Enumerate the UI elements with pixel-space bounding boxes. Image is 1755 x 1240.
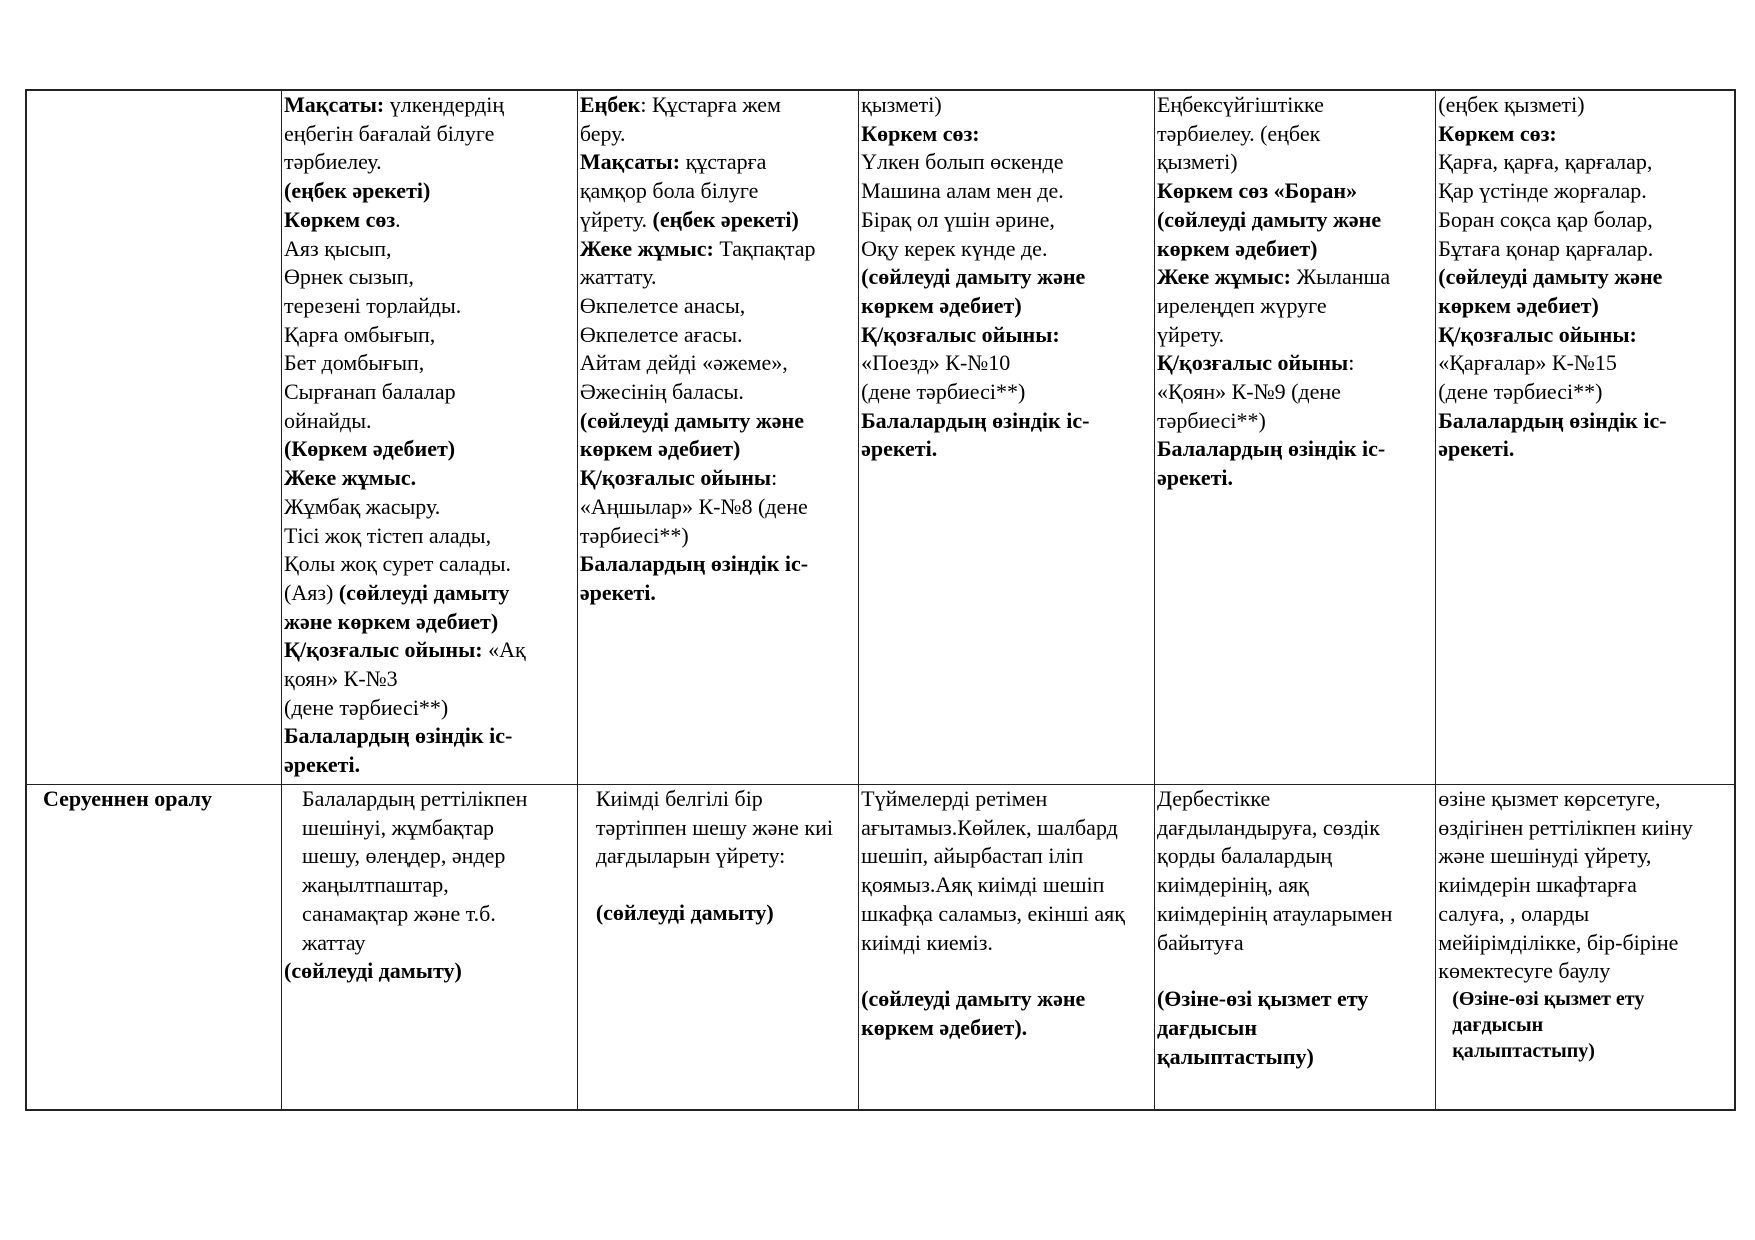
text-line xyxy=(1438,407,1732,436)
plain-text: Бет домбығып, xyxy=(284,350,425,376)
plain-text: : Құстарға жем xyxy=(640,92,781,117)
bold-text: Қ/қозғалыс ойыны: xyxy=(861,321,1060,347)
text-line xyxy=(1157,464,1433,493)
text-line xyxy=(1157,91,1433,120)
text-line xyxy=(580,120,856,149)
plain-text: көмектесуге баулу xyxy=(1438,958,1611,984)
plain-text: үйрету. xyxy=(1156,321,1225,347)
text-line xyxy=(1438,235,1732,264)
text-line xyxy=(580,435,856,464)
plain-text: Киімді белгілі бір xyxy=(595,786,763,811)
text-line xyxy=(284,263,575,292)
plain-text: Өкпелетсе анасы, xyxy=(579,292,746,318)
plain-text: тәрбиесі**) xyxy=(1156,407,1266,433)
plain-text: қызметі) xyxy=(861,92,942,117)
plain-text: Оқу керек күнде де. xyxy=(861,235,1048,261)
plain-text: үйрету. xyxy=(579,206,653,232)
text-line xyxy=(861,435,1152,464)
plain-text: Боран соқса қар болар, xyxy=(1438,206,1653,232)
plain-text: Өкпелетсе ағасы. xyxy=(579,321,743,347)
plain-text: қызметі) xyxy=(1156,149,1238,175)
text-line xyxy=(284,235,575,264)
plain-text: (дене тәрбиесі**) xyxy=(1438,379,1603,405)
text-line xyxy=(284,91,575,120)
plain-text: Қар үстінде жорғалар. xyxy=(1438,178,1647,204)
text-line xyxy=(284,665,575,694)
plain-text: ағытамыз.Көйлек, шалбард xyxy=(861,814,1118,840)
plain-text: Қолы жоқ сурет салады. xyxy=(284,551,512,577)
plain-text: Дербестікке xyxy=(1156,786,1271,811)
bold-text: дағдысын xyxy=(1156,1014,1258,1040)
text-line xyxy=(1438,435,1732,464)
plain-text: киімдерін шкафтарға xyxy=(1438,872,1637,898)
bold-text: әрекеті. xyxy=(579,579,656,605)
bold-text: Балалардың өзіндік іс- xyxy=(861,407,1090,433)
plain-text: қоямыз.Аяқ киімді шешіп xyxy=(861,872,1105,898)
plain-text: Сырғанап балалар xyxy=(284,379,456,405)
text-line xyxy=(1438,91,1732,120)
plain-text: дағдыландыруға, сөздік xyxy=(1156,814,1380,840)
text-line xyxy=(1157,378,1433,407)
text-line xyxy=(1157,263,1433,292)
plain-text: : xyxy=(771,465,778,491)
bold-text: әрекеті. xyxy=(861,436,938,462)
bold-text: Қ/қозғалыс ойыны xyxy=(1156,350,1349,376)
text-line xyxy=(580,842,856,871)
text-line xyxy=(861,206,1152,235)
text-line xyxy=(1157,985,1433,1014)
plain-text: қамқор бола білуге xyxy=(579,178,759,204)
text-line xyxy=(861,957,1152,985)
bold-text: Мақсаты: xyxy=(579,149,681,175)
text-line xyxy=(1157,842,1433,871)
text-line xyxy=(861,235,1152,264)
text-line xyxy=(1157,120,1433,149)
text-line xyxy=(1438,263,1732,292)
plain-text: Үлкен болып өскенде xyxy=(861,149,1064,175)
plain-text: Машина алам мен де. xyxy=(861,178,1064,204)
day-cell-friday xyxy=(1436,90,1735,785)
text-line xyxy=(580,814,856,843)
text-line xyxy=(284,464,575,493)
bold-text: Көркем сөз: xyxy=(1438,120,1557,146)
day-cell-wednesday xyxy=(859,785,1155,1111)
plain-text: «Қарғалар» К-№15 xyxy=(1438,350,1617,376)
plain-text: Тісі жоқ тістеп алады, xyxy=(284,522,492,548)
text-line xyxy=(284,785,575,814)
text-line xyxy=(284,608,575,637)
bold-text: Көркем сөз «Боран» xyxy=(1156,178,1358,204)
plain-text: Түймелерді ретімен xyxy=(861,786,1048,811)
text-line xyxy=(1157,349,1433,378)
bold-text: (Өзіне-өзі қызмет ету xyxy=(1156,986,1369,1012)
bold-text: көркем әдебиет) xyxy=(861,292,1022,318)
text-line xyxy=(1157,292,1433,321)
text-line xyxy=(284,550,575,579)
text-line xyxy=(1438,1038,1732,1064)
text-line xyxy=(861,263,1152,292)
text-line xyxy=(284,321,575,350)
bold-text: (еңбек әрекеті) xyxy=(284,178,431,204)
text-line xyxy=(284,929,575,958)
bold-text: Жеке жұмыс: xyxy=(1156,264,1291,290)
text-line xyxy=(1157,321,1433,350)
text-line xyxy=(861,292,1152,321)
text-line xyxy=(861,785,1152,814)
plain-text: өзіне қызмет көрсетуге, xyxy=(1438,786,1661,811)
plain-text: Қарға омбығып, xyxy=(284,321,436,347)
bold-text: Көркем сөз: xyxy=(861,120,980,146)
plain-text: салуға, , оларды xyxy=(1438,900,1590,926)
row-label: Серуеннен оралу xyxy=(43,786,213,811)
text-line xyxy=(1438,814,1732,843)
text-line xyxy=(284,900,575,929)
text-line xyxy=(861,321,1152,350)
plain-text: киімді киеміз. xyxy=(861,929,993,955)
bold-text: Қ/қозғалыс ойыны: xyxy=(1438,321,1637,347)
plain-text: шешу, өлеңдер, әндер xyxy=(302,843,506,869)
day-cell-wednesday xyxy=(859,90,1155,785)
text-line xyxy=(284,522,575,551)
text-line xyxy=(861,378,1152,407)
plain-text: құстарға xyxy=(680,149,767,175)
plain-text: (дене тәрбиесі**) xyxy=(284,694,449,720)
bold-text: (сөйлеуді дамыту xyxy=(338,579,510,605)
bold-text: Мақсаты: xyxy=(284,92,385,117)
plain-text: Жұмбақ жасыру. xyxy=(284,493,441,519)
text-line xyxy=(1157,407,1433,436)
text-line xyxy=(1438,321,1732,350)
plain-text: жаттату. xyxy=(579,264,657,290)
text-line xyxy=(284,722,575,751)
text-line xyxy=(580,235,856,264)
text-line xyxy=(284,349,575,378)
plain-text: дағдыларын үйрету: xyxy=(595,843,786,869)
plain-text: және шешінуді үйрету, xyxy=(1438,843,1652,869)
plain-text: санамақтар және т.б. xyxy=(302,900,496,926)
schedule-table xyxy=(25,89,1736,1111)
day-cell-thursday xyxy=(1154,785,1435,1111)
plain-text: ирелеңдеп жүруге xyxy=(1156,292,1327,318)
plain-text: беру. xyxy=(579,120,626,146)
text-line xyxy=(284,407,575,436)
day-cell-tuesday xyxy=(577,90,858,785)
text-line xyxy=(861,929,1152,958)
plain-text: қоян» К-№3 xyxy=(284,666,398,692)
plain-text: шкафқа саламыз, екінші аяқ xyxy=(861,900,1125,926)
plain-text: «Қоян» К-№9 (дене xyxy=(1156,379,1341,405)
text-line xyxy=(580,321,856,350)
text-line xyxy=(1157,957,1433,985)
text-line xyxy=(580,785,856,814)
plain-text: тәртіппен шешу және киі xyxy=(595,814,833,840)
plain-text: тәрбиесі**) xyxy=(579,522,689,548)
day-cell-friday xyxy=(1436,785,1735,1111)
text-line xyxy=(580,871,856,899)
row-label-cell xyxy=(26,90,282,785)
bold-text: Көркем сөз xyxy=(284,206,396,232)
text-line xyxy=(284,751,575,780)
bold-text: қалыптастыпу) xyxy=(1156,1043,1314,1069)
text-line xyxy=(861,871,1152,900)
day-cell-thursday xyxy=(1154,90,1435,785)
plain-text: киімдерінің атауларымен xyxy=(1156,900,1393,926)
text-line xyxy=(1157,929,1433,958)
bold-text: Балалардың өзіндік іс- xyxy=(284,723,513,749)
plain-text: Тақпақтар xyxy=(713,235,816,261)
text-line xyxy=(284,292,575,321)
bold-text: көркем әдебиет) xyxy=(1438,292,1599,318)
text-line xyxy=(1157,148,1433,177)
bold-text: (сөйлеуді дамыту және xyxy=(579,407,804,433)
text-line xyxy=(284,206,575,235)
bold-text: әрекеті. xyxy=(1438,436,1515,462)
text-line xyxy=(580,177,856,206)
text-line xyxy=(580,378,856,407)
bold-text: (сөйлеуді дамыту және xyxy=(861,986,1086,1012)
text-line xyxy=(1438,378,1732,407)
text-line xyxy=(1438,292,1732,321)
bold-text: Жеке жұмыс. xyxy=(284,465,417,491)
plain-text: киімдерінің, аяқ xyxy=(1156,872,1309,898)
bold-text: (сөйлеуді дамыту және xyxy=(1156,206,1382,232)
text-line xyxy=(1157,900,1433,929)
row-label-cell xyxy=(26,785,282,1111)
text-line xyxy=(861,407,1152,436)
plain-text: шешіп, айырбастап іліп xyxy=(861,843,1084,869)
text-line xyxy=(580,206,856,235)
plain-text: Әжесінің баласы. xyxy=(579,379,744,405)
text-line xyxy=(1157,177,1433,206)
plain-text: «Поезд» К-№10 xyxy=(861,350,1011,376)
plain-text: Аяз қысып, xyxy=(284,235,392,261)
plain-text: Бұтаға қонар қарғалар. xyxy=(1438,235,1654,261)
text-line xyxy=(580,292,856,321)
text-line xyxy=(284,957,575,986)
plain-text: . xyxy=(395,206,401,232)
bold-text: (сөйлеуді дамыту және xyxy=(861,264,1086,290)
text-line xyxy=(1157,871,1433,900)
bold-text: (сөйлеуді дамыту) xyxy=(595,900,774,926)
bold-text: Балалардың өзіндік іс- xyxy=(1438,407,1667,433)
plain-text: Еңбексүйгіштікке xyxy=(1156,92,1324,117)
plain-text: жаттау xyxy=(302,929,366,955)
day-cell-monday xyxy=(282,785,578,1111)
text-line xyxy=(861,177,1152,206)
text-line xyxy=(1438,148,1732,177)
text-line xyxy=(284,871,575,900)
text-line xyxy=(580,550,856,579)
plain-text: тәрбиелеу. (еңбек xyxy=(1156,120,1321,146)
text-line xyxy=(1157,235,1433,264)
bold-text: Балалардың өзіндік іс- xyxy=(1156,436,1386,462)
bold-text: көркем әдебиет). xyxy=(861,1014,1028,1040)
text-line xyxy=(1157,435,1433,464)
text-line xyxy=(861,148,1152,177)
text-line xyxy=(1438,900,1732,929)
plain-text: «Аңшылар» К-№8 (дене xyxy=(579,493,808,519)
bold-text: (еңбек әрекеті) xyxy=(652,206,799,232)
text-line xyxy=(580,349,856,378)
plain-text: (Аяз) xyxy=(284,579,339,605)
text-line xyxy=(580,899,856,928)
text-line xyxy=(861,349,1152,378)
plain-text: (дене тәрбиесі**) xyxy=(861,379,1026,405)
bold-text: (Көркем әдебиет) xyxy=(284,436,456,462)
day-cell-monday xyxy=(282,90,578,785)
bold-text: әрекеті. xyxy=(284,752,361,778)
text-line xyxy=(580,91,856,120)
plain-text: Айтам дейді «әжеме», xyxy=(579,350,788,376)
text-line xyxy=(284,694,575,723)
bold-text: қалыптастыпу) xyxy=(1452,1039,1595,1062)
plain-text: терезені торлайды. xyxy=(284,292,462,318)
plain-text: Жыланша xyxy=(1290,264,1391,290)
text-line xyxy=(861,900,1152,929)
text-line xyxy=(284,148,575,177)
text-line xyxy=(1157,785,1433,814)
plain-text: тәрбиелеу. xyxy=(284,149,382,175)
text-line xyxy=(1438,349,1732,378)
bold-text: әрекеті. xyxy=(1156,465,1234,491)
text-line xyxy=(1438,1012,1732,1038)
plain-text: ойнайды. xyxy=(284,407,372,433)
plain-text: өздігінен реттілікпен киіну xyxy=(1438,814,1693,840)
plain-text: Қарға, қарға, қарғалар, xyxy=(1438,149,1653,175)
plain-text: «Ақ xyxy=(482,637,526,663)
text-line xyxy=(1157,1043,1433,1072)
bold-text: (Өзіне-өзі қызмет ету xyxy=(1452,987,1645,1010)
bold-text: Жеке жұмыс: xyxy=(579,235,714,261)
plain-text: байытуға xyxy=(1156,929,1244,955)
text-line xyxy=(284,814,575,843)
text-line xyxy=(580,522,856,551)
text-line xyxy=(861,842,1152,871)
text-line xyxy=(580,148,856,177)
day-cell-tuesday xyxy=(577,785,858,1111)
text-line xyxy=(1157,1014,1433,1043)
text-line xyxy=(1438,957,1732,986)
text-line xyxy=(1157,814,1433,843)
text-line xyxy=(284,120,575,149)
text-line xyxy=(1438,785,1732,814)
bold-text: Қ/қозғалыс ойыны: xyxy=(284,637,483,663)
table-row xyxy=(26,90,1735,785)
plain-text: Өрнек сызып, xyxy=(284,264,414,290)
text-line xyxy=(284,177,575,206)
plain-text: жаңылтпаштар, xyxy=(302,872,449,898)
text-line xyxy=(284,636,575,665)
text-line xyxy=(580,407,856,436)
table-row xyxy=(26,785,1735,1111)
text-line xyxy=(1438,120,1732,149)
bold-text: және көркем әдебиет) xyxy=(284,608,499,634)
plain-text: қорды балалардың xyxy=(1156,843,1333,869)
text-line xyxy=(1438,986,1732,1012)
text-line xyxy=(861,91,1152,120)
text-line xyxy=(580,464,856,493)
text-line xyxy=(1157,206,1433,235)
text-line xyxy=(1438,177,1732,206)
plain-text: Бірақ ол үшін әрине, xyxy=(861,206,1055,232)
text-line xyxy=(580,493,856,522)
text-line xyxy=(1438,842,1732,871)
text-line xyxy=(284,493,575,522)
bold-text: дағдысын xyxy=(1452,1013,1544,1036)
text-line xyxy=(284,378,575,407)
bold-text: Қ/қозғалыс ойыны xyxy=(579,465,772,491)
text-line xyxy=(580,579,856,608)
text-line xyxy=(284,579,575,608)
plain-text: (еңбек қызметі) xyxy=(1438,92,1585,117)
text-line xyxy=(284,435,575,464)
text-line xyxy=(861,120,1152,149)
bold-text: (сөйлеуді дамыту) xyxy=(284,958,462,984)
text-line xyxy=(1438,871,1732,900)
plain-text: еңбегін бағалай білуге xyxy=(284,120,495,146)
bold-text: Балалардың өзіндік іс- xyxy=(579,551,809,577)
plain-text: мейірімділікке, бір-біріне xyxy=(1438,929,1679,955)
text-line xyxy=(1438,206,1732,235)
plain-text: Балалардың реттілікпен xyxy=(302,786,528,811)
bold-text: көркем әдебиет) xyxy=(579,436,741,462)
plain-text: : xyxy=(1348,350,1355,376)
text-line xyxy=(861,814,1152,843)
text-line xyxy=(861,1014,1152,1043)
text-line xyxy=(861,985,1152,1014)
text-line xyxy=(1438,929,1732,958)
text-line xyxy=(580,263,856,292)
bold-text: (сөйлеуді дамыту және xyxy=(1438,264,1663,290)
text-line xyxy=(284,842,575,871)
plain-text: үлкендердің xyxy=(384,92,505,117)
plain-text: шешінуі, жұмбақтар xyxy=(302,814,495,840)
bold-text: көркем әдебиет) xyxy=(1156,235,1318,261)
bold-text: Еңбек xyxy=(579,92,641,117)
